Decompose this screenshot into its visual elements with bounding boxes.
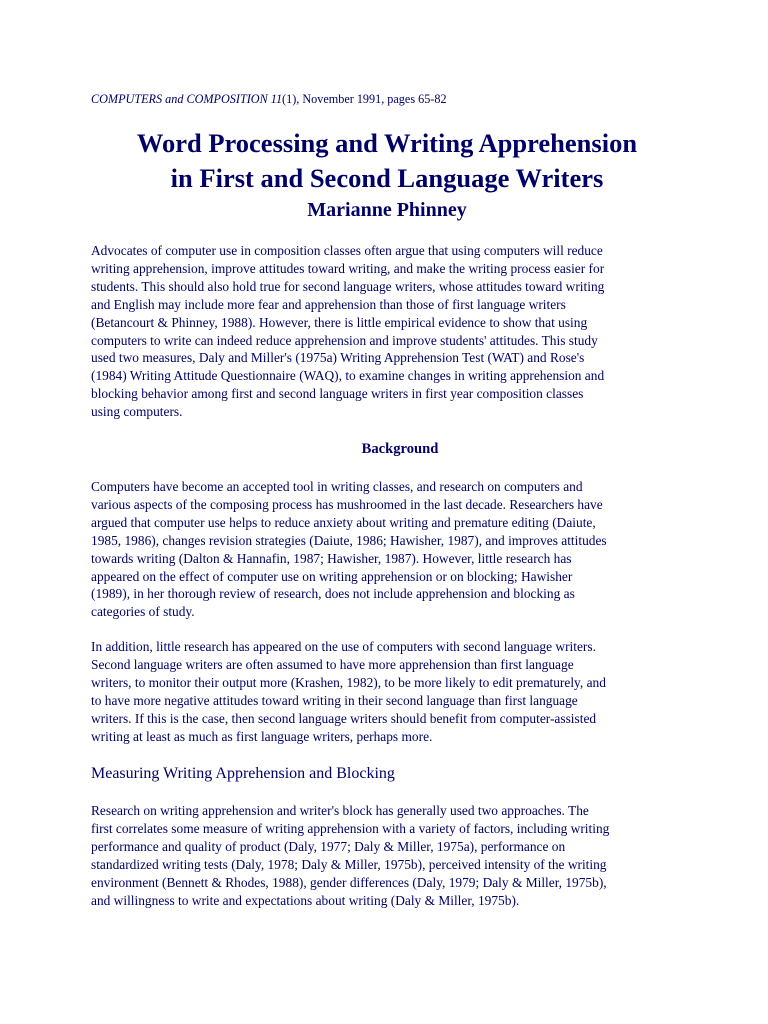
text-line: computers to write can indeed reduce apprehension and improve students' attitudes. This study: [91, 332, 598, 348]
title-line-2: in First and Second Language Writers: [170, 163, 604, 193]
text-line: environment (Bennett & Rhodes, 1988), gender differences (Daly, 1979; Daly & Miller, 1975b),: [91, 874, 607, 890]
text-line: writers. If this is the case, then second language writers should benefit from computer-assisted: [91, 710, 597, 726]
text-line: In addition, little research has appeared on the use of computers with second language writers.: [91, 639, 596, 654]
section-heading-measuring: Measuring Writing Apprehension and Blocking: [91, 765, 395, 782]
text-line: and willingness to write and expectations about writing (Daly & Miller, 1975b).: [91, 892, 520, 908]
text-line: to have more negative attitudes toward writing in their second language than first language: [91, 692, 578, 708]
text-line: using computers.: [91, 404, 183, 420]
text-line: blocking behavior among first and second language writers in first year composition classes: [91, 386, 584, 402]
text-line: (Betancourt & Phinney, 1988). However, there is little empirical evidence to show that using: [91, 314, 588, 330]
text-line: Research on writing apprehension and writer's block has generally used two approaches. The: [91, 803, 589, 818]
text-line: first correlates some measure of writing apprehension with a variety of factors, including writing: [91, 820, 610, 836]
journal-name-volume: COMPOSITION 11: [186, 92, 283, 106]
citation-details: (1), November 1991, pages 65-82: [282, 92, 447, 106]
journal-citation: [91, 92, 447, 107]
text-line: categories of study.: [91, 604, 195, 620]
text-line: performance and quality of product (Daly, 1977; Daly & Miller, 1975a), performance on: [91, 838, 566, 854]
text-line: standardized writing tests (Daly, 1978; Daly & Miller, 1975b), perceived intensity of the writing: [91, 856, 607, 872]
text-line: writers, to monitor their output more (Krashen, 1982), to be more likely to edit prematurely, and: [91, 674, 606, 690]
measuring-paragraph-1: [91, 802, 691, 909]
text-line: Second language writers are often assumed to have more apprehension than first language: [91, 656, 574, 672]
article-title: [81, 126, 693, 196]
text-line: writing apprehension, improve attitudes toward writing, and make the writing process easier for: [91, 260, 605, 276]
text-line: (1984) Writing Attitude Questionnaire (WAQ), to examine changes in writing apprehension and: [91, 368, 605, 384]
background-paragraph-1: [91, 478, 691, 621]
text-line: argued that computer use helps to reduce anxiety about writing and premature editing (Daiute,: [91, 514, 596, 530]
text-line: towards writing (Dalton & Hannafin, 1987; Hawisher, 1987). However, little research has: [91, 550, 572, 566]
journal-name: COMPUTERS: [91, 92, 163, 106]
author-name: Marianne Phinney: [307, 199, 467, 221]
text-line: used two measures, Daly and Miller's (1975a) Writing Apprehension Test (WAT) and Rose's: [91, 350, 585, 366]
text-line: Computers have become an accepted tool in writing classes, and research on computers and: [91, 479, 583, 494]
journal-name-and: and: [165, 92, 184, 106]
text-line: appeared on the effect of computer use on writing apprehension or on blocking; Hawisher: [91, 568, 573, 584]
section-heading-background: Background: [361, 441, 439, 457]
text-line: and English may include more fear and apprehension than those of first language writers: [91, 296, 566, 312]
text-line: (1989), in her thorough review of research, does not include apprehension and blocking as: [91, 586, 575, 602]
text-line: Advocates of computer use in composition classes often argue that using computers will reduce: [91, 243, 603, 258]
text-line: 1985, 1986), changes revision strategies (Daiute, 1986; Hawisher, 1987), and improves attitudes: [91, 532, 607, 548]
abstract-paragraph: [91, 242, 691, 421]
text-line: various aspects of the composing process has mushroomed in the last decade. Researchers have: [91, 496, 603, 512]
text-line: writing at least as much as first language writers, perhaps more.: [91, 728, 433, 744]
title-line-1: Word Processing and Writing Apprehension: [136, 128, 638, 158]
text-line: students. This should also hold true for second language writers, whose attitudes toward writing: [91, 278, 605, 294]
background-paragraph-2: [91, 638, 691, 745]
